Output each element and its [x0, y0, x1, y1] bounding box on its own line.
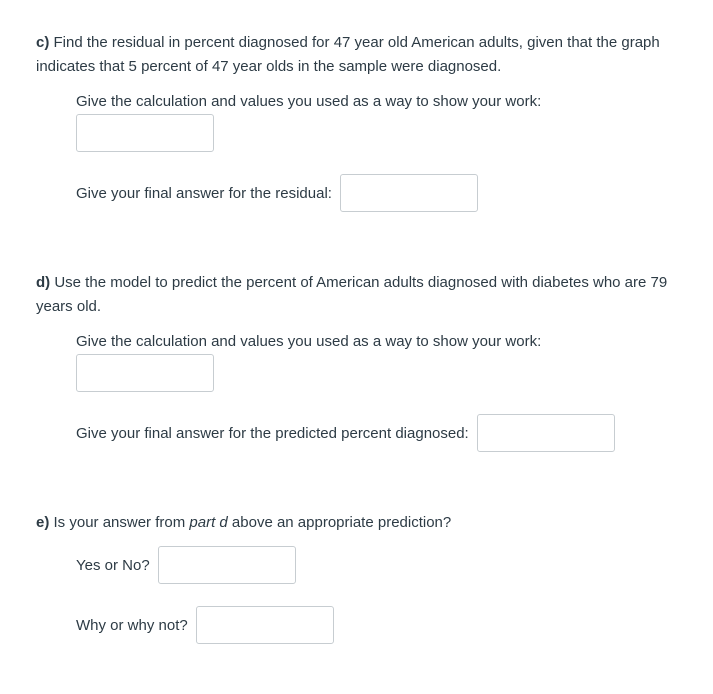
final-row-d [76, 414, 615, 452]
final-row-c [76, 174, 478, 212]
question-e-emphasis: part d [189, 514, 228, 531]
question-c [36, 31, 701, 79]
question-c-text: Find the residual in percent diagnosed for 47 year old American adults, given that the graph indicates that 5 percent of 47 year olds in the sample were diagnosed. [36, 34, 660, 75]
question-e-text-before: Is your answer from [53, 514, 190, 531]
why-input-e[interactable] [196, 606, 334, 644]
question-d-label: d) [36, 274, 51, 291]
question-d-text: Use the model to predict the percent of American adults diagnosed with diabetes who are 79 years old. [36, 274, 668, 315]
why-row-e [76, 606, 334, 644]
question-e [36, 511, 701, 535]
question-e-label: e) [36, 514, 50, 531]
work-input-d[interactable] [76, 354, 214, 392]
final-input-d[interactable] [477, 414, 615, 452]
final-prompt-d: Give your final answer for the predicted percent diagnosed: [76, 424, 469, 442]
question-d [36, 271, 701, 319]
work-prompt-d: Give the calculation and values you used as a way to show your work: [76, 333, 542, 350]
question-c-label: c) [36, 34, 50, 51]
final-prompt-c: Give your final answer for the residual: [76, 184, 332, 202]
yes-no-prompt-e: Yes or No? [76, 556, 150, 574]
why-prompt-e: Why or why not? [76, 616, 188, 634]
yes-no-input-e[interactable] [158, 546, 296, 584]
work-input-c[interactable] [76, 114, 214, 152]
yes-no-row-e [76, 546, 296, 584]
final-input-c[interactable] [340, 174, 478, 212]
question-e-text-after: above an appropriate prediction? [227, 514, 452, 531]
work-prompt-c: Give the calculation and values you used as a way to show your work: [76, 93, 542, 110]
